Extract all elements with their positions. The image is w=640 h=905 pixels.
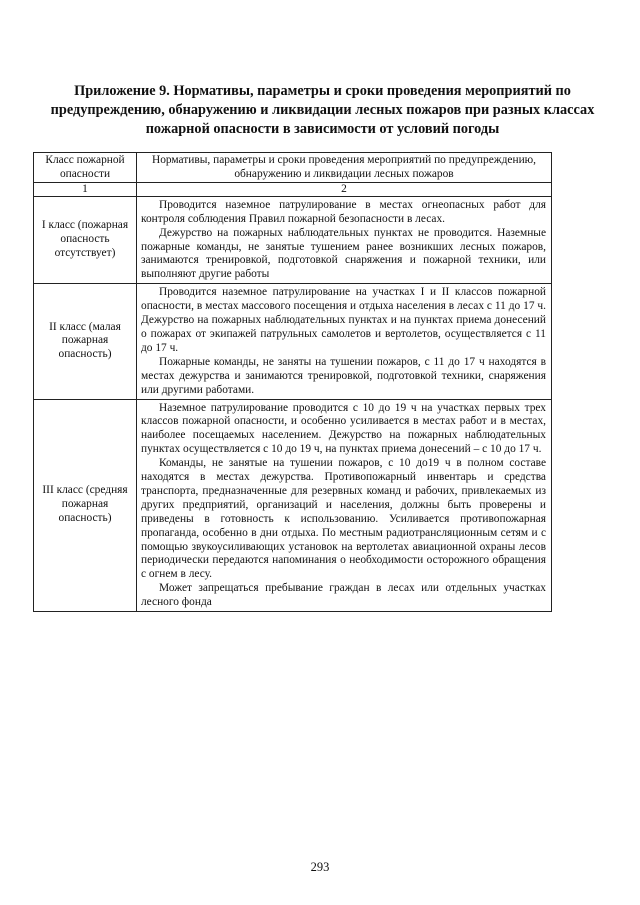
table-row [34,284,552,399]
measures-paragraph: Может запрещаться пребывание граждан в лесах или отдельных участках лесного фонда [141,582,546,609]
measures-paragraph: Дежурство на пожарных наблюдательных пунктах не проводится. Наземные пожарные команды, не занятые тушением ранее возникших лесных пожаров, занимаются тренировкой, подготовкой снаряжения и пожарной техники, или выполняют другие работы [141,226,546,281]
header-fire-class: Класс пожарной опасности [34,153,137,183]
regulations-table [33,152,552,612]
measures-paragraph: Пожарные команды, не заняты на тушении пожаров, с 11 до 17 ч находятся в местах дежурства и занимаются тренировкой, подготовкой техники, снаряжения или другими работами. [141,355,546,396]
table-row [34,399,552,612]
table-header-row [34,153,552,183]
page-number: 293 [310,860,330,874]
header-measures: Нормативы, параметры и сроки проведения мероприятий по предупреждению, обнаружению и ликвидации лесных пожаров [137,153,552,183]
table-row [34,196,552,283]
measures-cell [137,399,552,612]
measures-paragraph: Команды, не занятые на тушении пожаров, с 10 до19 ч в полном составе находятся в местах дежурства. Противопожарный инвентарь и средства транспорта, предназначенные для резервных команд и рабочих, привлекаемых из других предприятий, организаций и населения, должны быть проверены и приведены в готовность к использованию. Усиливается противопожарная пропаганда, особенно в дни отдыха. По местным радиотрансляционным сетям и с помощью звукоусиливающих установок на вертолетах авиационной охраны лесов периодически передаются напоминания о необходимости осторожного обращения с огнем в лесу. [141,457,546,581]
measures-cell [137,196,552,283]
measures-cell [137,284,552,399]
class-label-cell: I класс (пожарная опасность отсутствует) [34,196,137,283]
page-title: Приложение 9. Нормативы, параметры и сроки проведения мероприятий по предупреждению, обнаружению и ликвидации лесных пожаров при разных классах пожарной опасности в зависимости от условий погоды [50,83,595,137]
column-number-2: 2 [137,182,552,196]
measures-paragraph: Наземное патрулирование проводится с 10 до 19 ч на участках первых трех классов пожарной опасности, и особенно усиливается в местах работ и в местах, наиболее посещаемых населением. Дежурство на пожарных наблюдательных пунктах осуществляется с 10 до 19 ч, на пунктах приема донесений – с 10 до 17 ч. [141,401,546,456]
class-label-cell: III класс (средняя пожарная опасность) [34,399,137,612]
column-number-1: 1 [34,182,137,196]
column-numbers-row [34,182,552,196]
class-label-cell: II класс (малая пожарная опасность) [34,284,137,399]
measures-paragraph: Проводится наземное патрулирование на участках I и II классов пожарной опасности, в местах массового посещения и отдыха населения в лесах с 11 до 17 ч. Дежурство на пожарных наблюдательных пунктах и на пунктах приема донесений о пожарах от экипажей патрульных самолетов и вертолетов, осуществляется с 11 до 17 ч. [141,286,546,354]
measures-paragraph: Проводится наземное патрулирование в местах огнеопасных работ для контроля соблюдения Правил пожарной безопасности в лесах. [141,198,546,225]
